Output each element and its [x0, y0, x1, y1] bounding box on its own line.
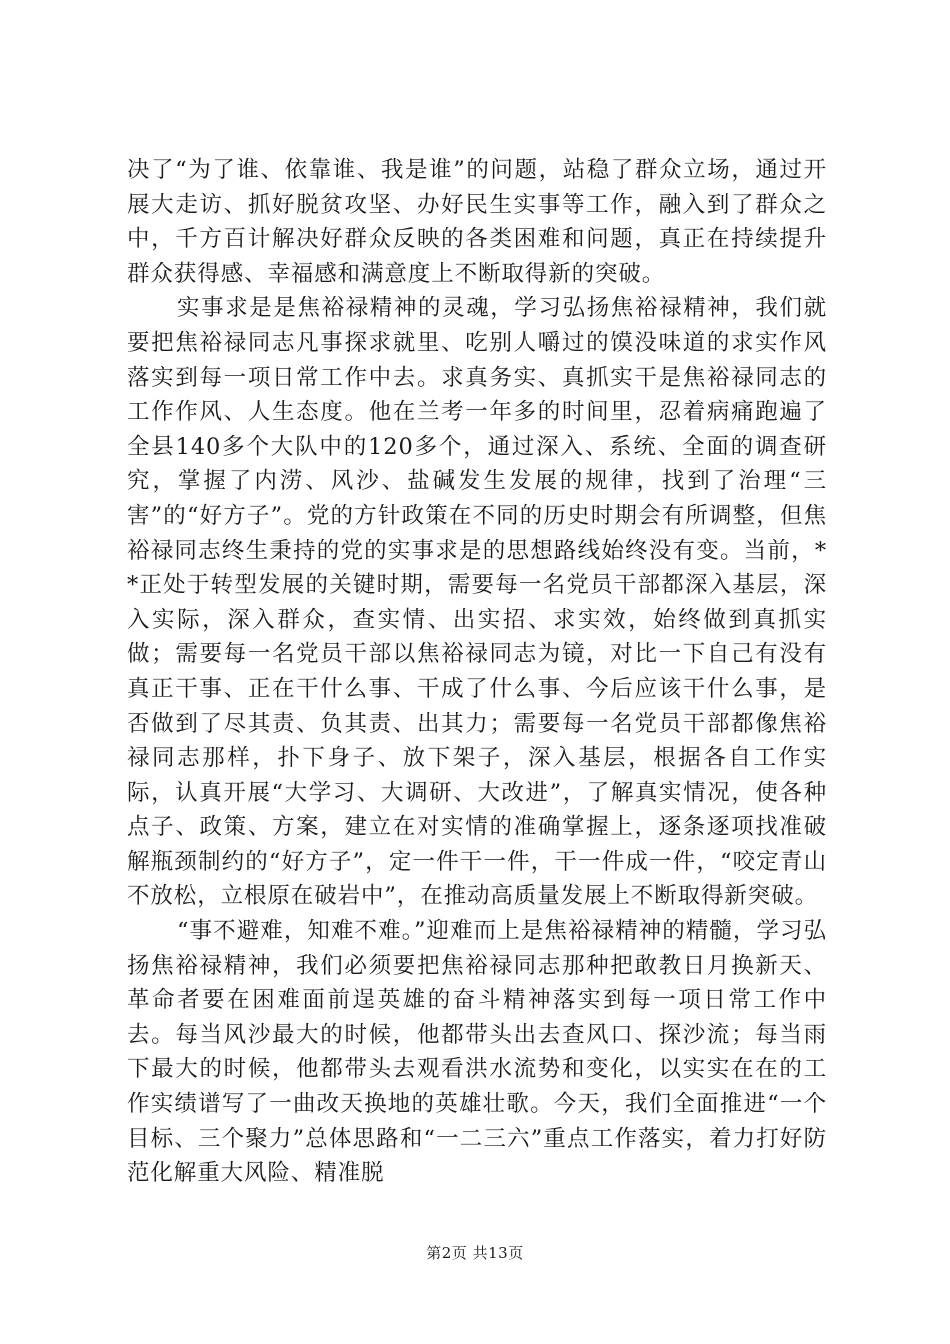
page-footer	[0, 1243, 950, 1263]
paragraph-2: 实事求是是焦裕禄精神的灵魂，学习弘扬焦裕禄精神，我们就要把焦裕禄同志凡事探求就里、吃别人嚼过的馍没味道的求实作风落实到每一项日常工作中去。求真务实、真抓实干是焦裕禄同志的工作作风、人生态度。他在兰考一年多的时间里，忍着病痛跑遍了全县140多个大队中的120多个，通过深入、系统、全面的调查研究，掌握了内涝、风沙、盐碱发生发展的规律，找到了治理“三害”的“好方子”。党的方针政策在不同的历史时期会有所调整，但焦裕禄同志终生秉持的党的实事求是的思想路线始终没有变。当前，**正处于转型发展的关键时期，需要每一名党员干部都深入基层，深入实际，深入群众，查实情、出实招、求实效，始终做到真抓实做；需要每一名党员干部以焦裕禄同志为镜，对比一下自己有没有真正干事、正在干什么事、干成了什么事、今后应该干什么事，是否做到了尽其责、负其责、出其力；需要每一名党员干部都像焦裕禄同志那样，扑下身子、放下架子，深入基层，根据各自工作实际，认真开展“大学习、大调研、大改进”，了解真实情况，使各种点子、政策、方案，建立在对实情的准确掌握上，逐条逐项找准破解瓶颈制约的“好方子”，定一件干一件，干一件成一件，“咬定青山不放松，立根原在破岩中”，在推动高质量发展上不断取得新突破。	[127, 295, 827, 910]
document-body	[127, 153, 827, 1191]
page-number: 第2页 共13页	[426, 1244, 524, 1262]
paragraph-1: 决了“为了谁、依靠谁、我是谁”的问题，站稳了群众立场，通过开展大走访、抓好脱贫攻坚、办好民生实事等工作，融入到了群众之中，千方百计解决好群众反映的各类困难和问题，真正在持续提升群众获得感、幸福感和满意度上不断取得新的突破。	[127, 157, 827, 287]
paragraph-3: “事不避难，知难不难。”迎难而上是焦裕禄精神的精髓，学习弘扬焦裕禄精神，我们必须要把焦裕禄同志那种把敢教日月换新天、革命者要在困难面前逞英雄的奋斗精神落实到每一项日常工作中去。每当风沙最大的时候，他都带头出去查风口、探沙流；每当雨下最大的时候，他都带头去观看洪水流势和变化，以实实在在的工作实绩谱写了一曲改天换地的英雄壮歌。今天，我们全面推进“一个目标、三个聚力”总体思路和“一二三六”重点工作落实，着力打好防范化解重大风险、精准脱	[127, 918, 827, 1187]
